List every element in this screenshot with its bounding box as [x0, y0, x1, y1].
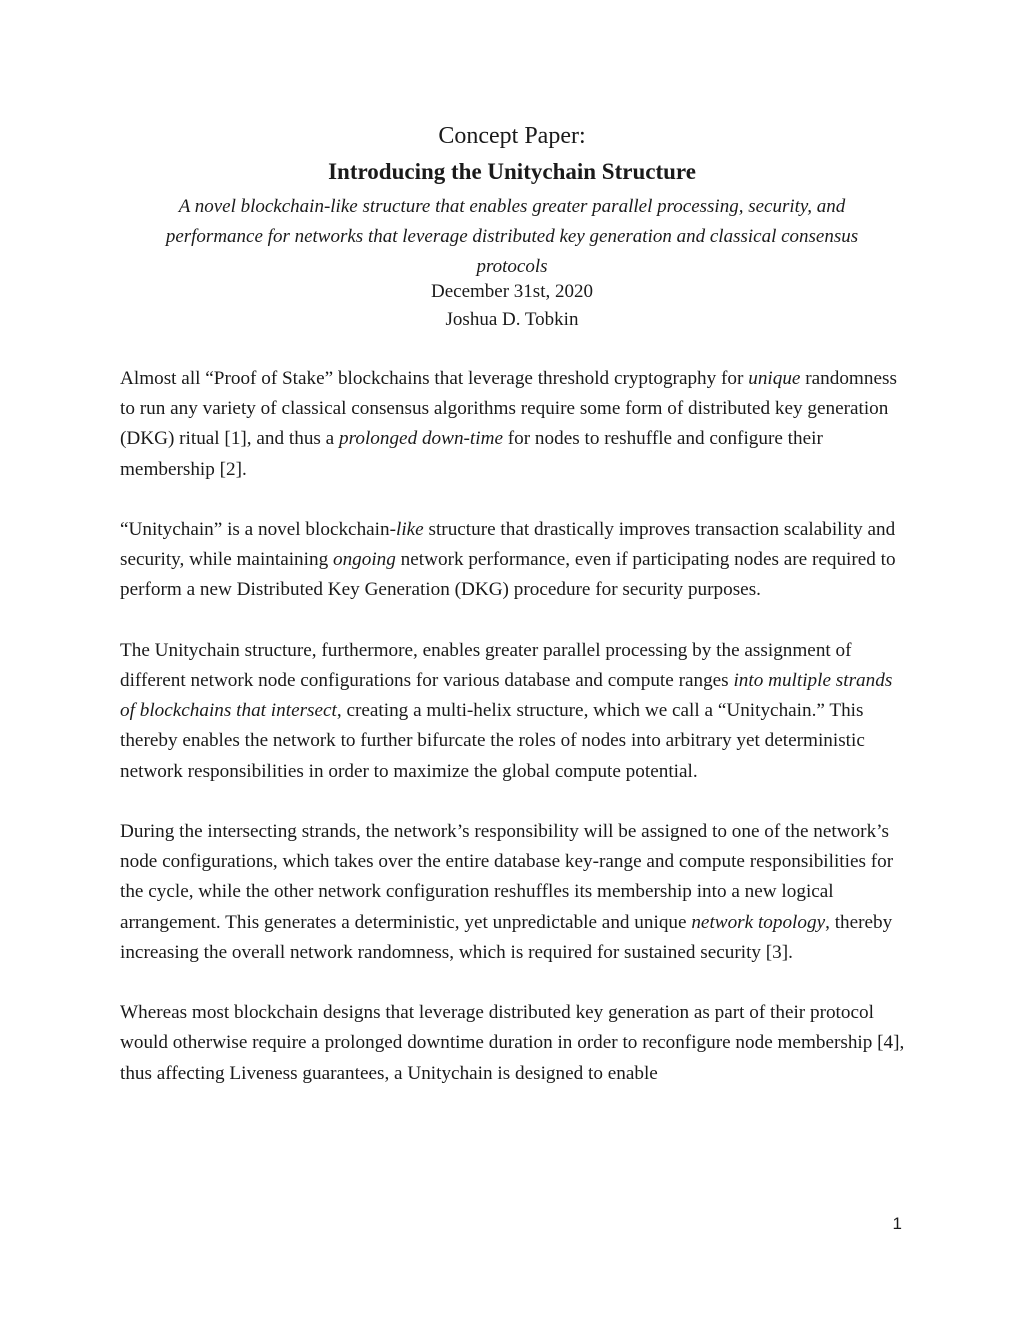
paper-date: December 31st, 2020 [431, 281, 593, 302]
paragraph-1-text-c: for nodes to reshuffle and configure their membership [2]. [120, 428, 823, 480]
paper-body [120, 364, 910, 1119]
paragraph-3-emphasis-a: into multiple strands of blockchains that intersect [120, 670, 893, 722]
paragraph-5 [120, 998, 910, 1089]
paragraph-3-text-a: The Unitychain structure, furthermore, enables greater parallel processing by the assignment of different network node configurations for various database and compute ranges [120, 639, 852, 691]
paragraph-2-text-b: structure that drastically improves transaction scalability and security, while maintaining [120, 519, 896, 571]
paragraph-4 [120, 817, 910, 968]
paragraph-1-text-a: Almost all “Proof of Stake” blockchains that leverage threshold cryptography for [120, 368, 749, 389]
paragraph-2-text-a: “Unitychain” is a novel blockchain- [120, 519, 396, 540]
paragraph-1 [120, 364, 910, 485]
paper-subtitle: A novel blockchain-like structure that enables greater parallel processing, security, and performance for networks that leverage distributed key generation and classical consensus protocols [165, 196, 859, 277]
paper-title: Introducing the Unitychain Structure [328, 159, 696, 184]
paragraph-4-emphasis-a: network topology [691, 911, 826, 933]
paper-author: Joshua D. Tobkin [445, 309, 579, 330]
paragraph-2-text-c: network performance, even if participating nodes are required to perform a new Distributed Key Generation (DKG) procedure for security purposes. [120, 549, 896, 601]
paragraph-4-text-b: , thereby increasing the overall network randomness, which is required for sustained security [3]. [120, 911, 893, 963]
paragraph-4-text-a: During the intersecting strands, the network’s responsibility will be assigned to one of the network’s node configurations, which takes over the entire database key-range and compute responsibilities for the cycle, while the other network configuration reshuffles its membership into a new logical arrangement. This generates a deterministic, yet unpredictable and unique [120, 821, 894, 933]
paragraph-2-emphasis-b: ongoing [332, 549, 396, 571]
paragraph-5-text-a: Whereas most blockchain designs that leverage distributed key generation as part of their protocol would otherwise require a prolonged downtime duration in order to reconfigure node membership [4], thus affecting Liveness guarantees, a Unitychain is designed to enable [120, 1002, 905, 1084]
paragraph-1-emphasis-b: prolonged down-time [339, 428, 503, 450]
paragraph-2-emphasis-a: like [396, 519, 424, 540]
paragraph-3 [120, 636, 910, 787]
paper-kicker: Concept Paper: [438, 123, 586, 149]
page-number: 1 [892, 1214, 902, 1233]
paragraph-1-emphasis-a: unique [748, 368, 801, 389]
paragraph-1-text-b: randomness to run any variety of classical consensus algorithms require some form of distributed key generation (DKG) ritual [1], and thus a [120, 368, 897, 450]
paragraph-3-text-b: , creating a multi-helix structure, which we call a “Unitychain.” This thereby enables the network to further bifurcate the roles of nodes into arbitrary yet deterministic network responsibilities in order to maximize the global compute potential. [120, 700, 865, 782]
paragraph-2 [120, 515, 910, 606]
